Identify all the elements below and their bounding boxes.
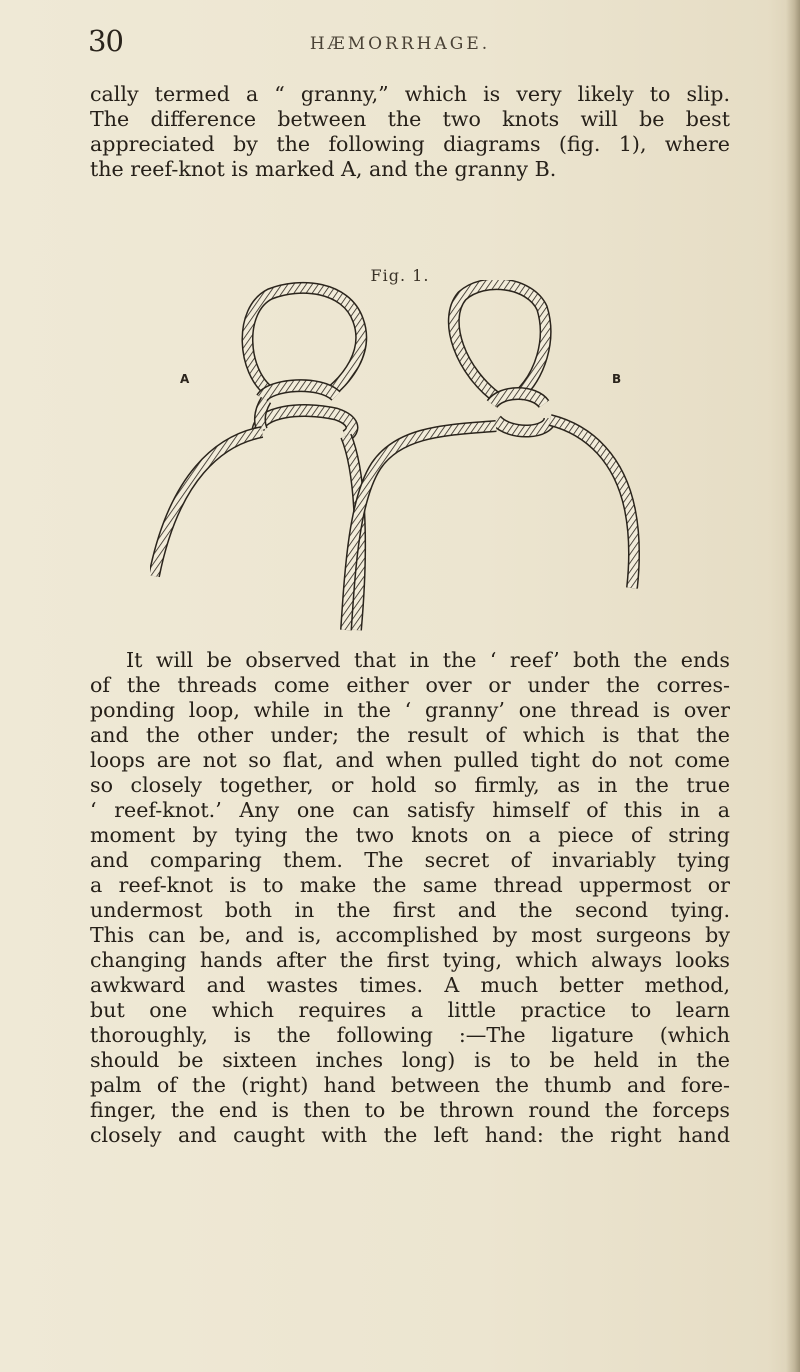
text-line: awkward and wastes times. A much better method, <box>90 973 730 997</box>
text-line: The difference between the two knots will be best <box>90 107 730 131</box>
text-line: ‘ reef-knot.’ Any one can satisfy himself of this in a <box>90 798 730 822</box>
body-paragraph <box>90 648 730 1148</box>
figure-label-a: A <box>180 372 190 386</box>
granny-knot-drawing <box>346 284 634 630</box>
text-line: the reef-knot is marked A, and the granny B. <box>90 157 557 181</box>
figure-label-b: B <box>612 372 622 386</box>
page-number: 30 <box>88 24 123 58</box>
text-line: thoroughly, is the following :—The ligature (which <box>90 1023 730 1047</box>
page-gutter-shadow <box>786 0 800 1372</box>
text-line: so closely together, or hold so firmly, as in the true <box>90 773 730 797</box>
text-line: undermost both in the first and the second tying. <box>90 898 730 922</box>
text-line: palm of the (right) hand between the thumb and fore- <box>90 1073 730 1097</box>
figure-caption: Fig. 1. <box>370 266 430 285</box>
text-line: should be sixteen inches long) is to be held in the <box>90 1048 730 1072</box>
text-line: ponding loop, while in the ‘ granny’ one thread is over <box>90 698 730 722</box>
text-line: and the other under; the result of which is that the <box>90 723 730 747</box>
text-line: and comparing them. The secret of invariably tying <box>90 848 730 872</box>
text-line: cally termed a “ granny,” which is very likely to slip. <box>90 82 730 106</box>
text-line: changing hands after the first tying, which always looks <box>90 948 730 972</box>
reef-knot-drawing <box>154 288 361 630</box>
text-line: of the threads come either over or under the corres- <box>90 673 730 697</box>
text-line: closely and caught with the left hand: the right hand <box>90 1123 730 1147</box>
running-head: HÆMORRHAGE. <box>309 34 491 54</box>
text-line: It will be observed that in the ‘ reef’ both the ends <box>126 648 730 672</box>
text-line: appreciated by the following diagrams (fig. 1), where <box>90 132 730 156</box>
knot-illustration <box>150 280 650 640</box>
text-line: finger, the end is then to be thrown round the forceps <box>90 1098 730 1122</box>
text-line: a reef-knot is to make the same thread uppermost or <box>90 873 730 897</box>
text-line: but one which requires a little practice to learn <box>90 998 730 1022</box>
intro-paragraph <box>90 82 730 182</box>
text-line: moment by tying the two knots on a piece of string <box>90 823 730 847</box>
text-line: This can be, and is, accomplished by most surgeons by <box>90 923 730 947</box>
text-line: loops are not so flat, and when pulled tight do not come <box>90 748 730 772</box>
knot-diagram <box>150 280 650 640</box>
